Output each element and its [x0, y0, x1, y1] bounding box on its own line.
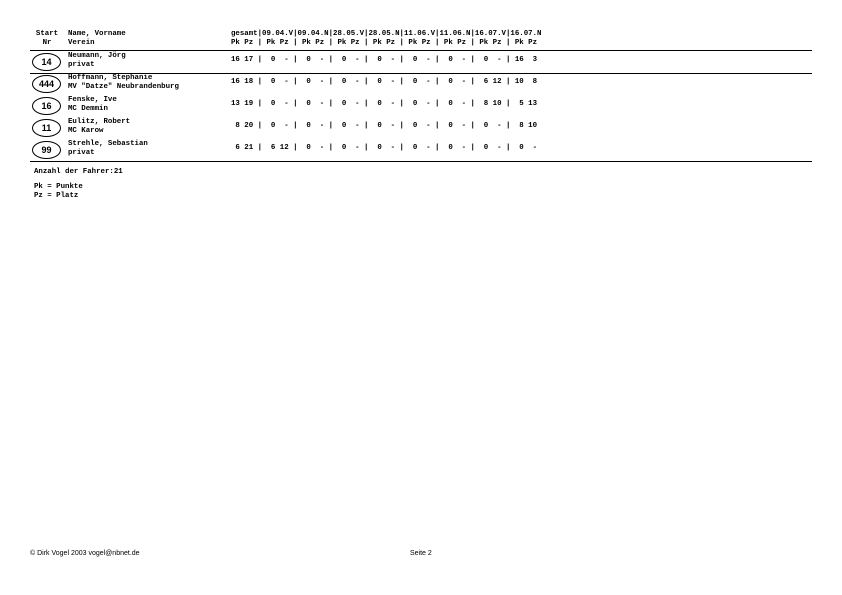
- driver-results: 13 19 | 0 - | 0 - | 0 - | 0 - | 0 - | 0 - | 8 10 | 5 13: [231, 100, 538, 108]
- driver-club: MV "Datze" Neubrandenburg: [68, 83, 179, 91]
- driver-name: Strehle, Sebastian: [68, 140, 148, 148]
- legend-pz: Pz = Platz: [34, 192, 79, 200]
- start-number-badge: 14: [32, 53, 61, 71]
- driver-count: Anzahl der Fahrer:21: [34, 168, 123, 176]
- driver-name: Fenske, Ive: [68, 96, 117, 104]
- copyright-footer: © Dirk Vogel 2003 vogel@nbnet.de: [30, 550, 140, 557]
- table-row: [30, 51, 812, 73]
- driver-club: MC Karow: [68, 127, 104, 135]
- driver-name: Hoffmann, Stephanie: [68, 74, 153, 82]
- legend-pk: Pk = Punkte: [34, 183, 83, 191]
- start-number-badge: 11: [32, 119, 61, 137]
- driver-results: 8 20 | 0 - | 0 - | 0 - | 0 - | 0 - | 0 - | 0 - | 8 10: [231, 122, 538, 130]
- start-number-badge: 16: [32, 97, 61, 115]
- driver-club: privat: [68, 61, 95, 69]
- start-number-badge: 444: [32, 75, 61, 93]
- driver-club: privat: [68, 149, 95, 157]
- table-row: [30, 95, 812, 117]
- table-row: [30, 73, 812, 95]
- header-name: Name, Vorname: [68, 30, 126, 38]
- driver-results: 6 21 | 6 12 | 0 - | 0 - | 0 - | 0 - | 0 - | 0 - | 0 -: [231, 144, 538, 152]
- header-start: Start: [35, 30, 59, 38]
- page-number: Seite 2: [410, 550, 432, 557]
- driver-results: 16 18 | 0 - | 0 - | 0 - | 0 - | 0 - | 0 - | 6 12 | 10 8: [231, 78, 538, 86]
- table-row: [30, 117, 812, 139]
- driver-name: Eulitz, Robert: [68, 118, 131, 126]
- header-nr: Nr: [42, 39, 52, 47]
- start-number-badge: 99: [32, 141, 61, 159]
- driver-club: MC Demmin: [68, 105, 108, 113]
- table-row: [30, 139, 812, 161]
- driver-results: 16 17 | 0 - | 0 - | 0 - | 0 - | 0 - | 0 - | 0 - | 16 3: [231, 56, 538, 64]
- table-bottom-rule: [30, 161, 812, 162]
- header-columns: gesamt|09.04.V|09.04.N|28.05.V|28.05.N|11.06.V|11.06.N|16.07.V|16.07.N: [231, 30, 542, 38]
- header-subcolumns: Pk Pz | Pk Pz | Pk Pz | Pk Pz | Pk Pz | Pk Pz | Pk Pz | Pk Pz | Pk Pz: [231, 39, 538, 47]
- header-verein: Verein: [68, 39, 95, 47]
- driver-name: Neumann, Jörg: [68, 52, 126, 60]
